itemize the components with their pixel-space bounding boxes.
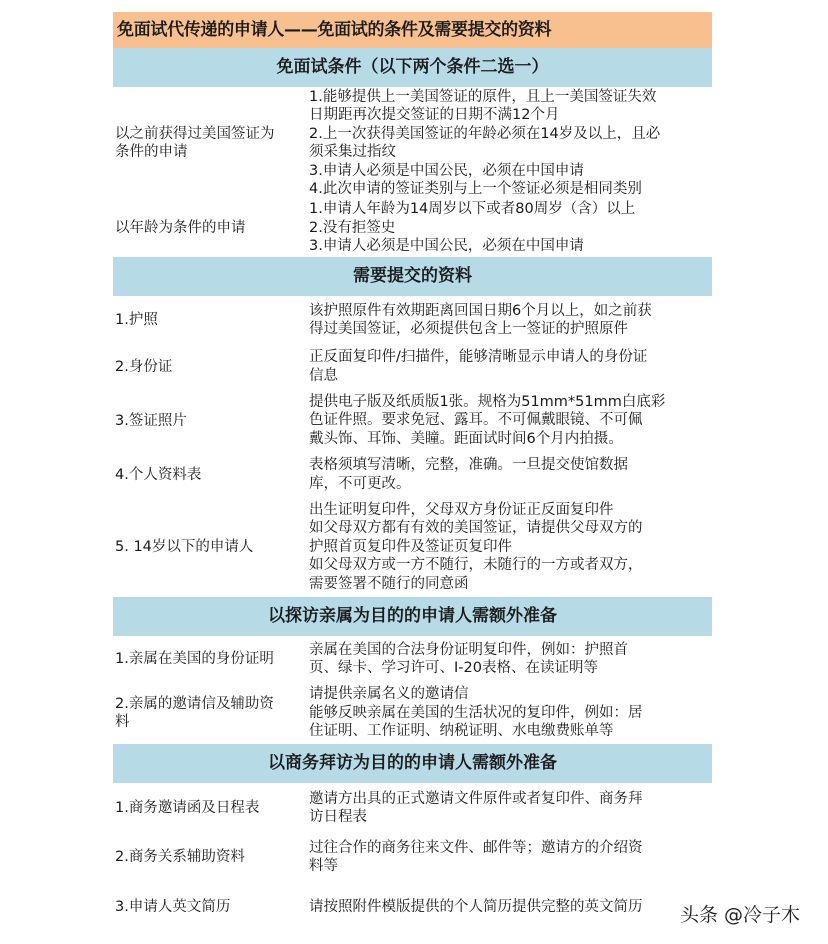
value-line: 页、绿卡、学习许可、I-20表格、在读证明等 <box>309 660 598 676</box>
value-line: 戴头饰、耳饰、美瞳。距面试时间6个月内拍摄。 <box>309 430 623 447</box>
value-line: 日期距再次提交签证的日期不满12个月 <box>309 107 560 123</box>
value-line: 表格须填写清晰，完整，准确。一旦提交使馆数据 <box>309 457 628 473</box>
label-line: 5. 14岁以下的申请人 <box>115 539 254 555</box>
value-line: 住证明、工作证明、纳税证明、水电缴费账单等 <box>309 723 614 740</box>
value-line: 请按照附件模版提供的个人简历提供完整的英文简历 <box>309 898 643 915</box>
row-label <box>113 219 309 237</box>
table-row <box>113 344 712 389</box>
table-row <box>113 389 712 452</box>
label-line: 3.申请人英文简历 <box>115 899 231 915</box>
row-value <box>309 501 712 594</box>
value-line: 亲属在美国的合法身份证明复印件，例如：护照首 <box>309 641 628 658</box>
value-line: 须采集过指纹 <box>309 144 396 160</box>
table-row <box>113 87 712 199</box>
value-line: 3.申请人必须是中国公民，必须在中国申请 <box>309 238 584 255</box>
table-row <box>113 833 712 881</box>
label-line: 以之前获得过美国签证为 <box>115 126 275 142</box>
label-line: 2.身份证 <box>115 358 173 375</box>
label-line: 料 <box>115 714 130 730</box>
label-line: 4.个人资料表 <box>115 466 202 483</box>
value-line: 能够反映亲属在美国的生活状况的复印件，例如：居 <box>309 704 643 721</box>
value-line: 色证件照。要求免冠、露耳。不可佩戴眼镜、不可佩 <box>309 412 643 429</box>
value-line: 4.此次申请的签证类别与上一个签证必须是相同类别 <box>309 181 642 197</box>
value-line: 如父母双方都有有效的美国签证，请提供父母双方的 <box>309 520 643 537</box>
row-label <box>113 650 309 668</box>
value-line: 提供电子版及纸质版1张。规格为51mm*51mm白底彩 <box>309 393 666 410</box>
row-label <box>113 358 309 376</box>
value-line: 出生证明复印件，父母双方身份证正反面复印件 <box>309 501 614 518</box>
row-label <box>113 538 309 556</box>
row-label <box>113 466 309 484</box>
table-title: 免面试代传递的申请人——免面试的条件及需要提交的资料 <box>113 12 712 48</box>
value-line: 1.申请人年龄为14周岁以下或者80周岁（含）以上 <box>309 201 636 218</box>
label-line: 1.护照 <box>115 312 158 328</box>
value-line: 正反面复印件/扫描件，能够清晰显示申请人的身份证 <box>309 349 648 365</box>
value-line: 需要签署不随行的同意函 <box>309 575 469 592</box>
label-line: 以年龄为条件的申请 <box>115 220 246 236</box>
row-value <box>309 200 712 256</box>
row-label <box>113 311 309 329</box>
table-row <box>113 783 712 833</box>
value-line: 如父母双方或一方不随行，未随行的一方或者双方， <box>309 557 643 574</box>
value-line: 得过美国签证，必须提供包含上一签证的护照原件 <box>309 321 628 337</box>
section-heading-business-visit: 以商务拜访为目的的申请人需额外准备 <box>113 744 712 783</box>
label-line: 条件的申请 <box>115 144 188 160</box>
row-label <box>113 799 309 817</box>
label-line: 1.商务邀请函及日程表 <box>115 800 260 816</box>
table-row <box>113 452 712 497</box>
value-line: 访日程表 <box>309 809 367 825</box>
value-line: 过往合作的商务往来文件、邮件等；邀请方的介绍资 <box>309 839 643 856</box>
value-line: 请提供亲属名义的邀请信 <box>309 686 469 703</box>
row-label <box>113 412 309 430</box>
value-line: 料等 <box>309 858 338 874</box>
value-line: 3.申请人必须是中国公民，必须在中国申请 <box>309 162 584 179</box>
row-value <box>309 685 712 741</box>
row-value <box>309 898 712 917</box>
label-line: 2.亲属的邀请信及辅助资 <box>115 696 274 712</box>
value-line: 邀请方出具的正式邀请文件原件或者复印件、商务拜 <box>309 790 643 807</box>
row-label <box>113 898 309 916</box>
row-value <box>309 790 712 827</box>
row-value <box>309 348 712 385</box>
value-line: 1.能够提供上一美国签证的原件，且上一美国签证失效 <box>309 88 657 105</box>
section-heading-family-visit: 以探访亲属为目的的申请人需额外准备 <box>113 597 712 636</box>
row-value <box>309 302 712 339</box>
row-value <box>309 88 712 199</box>
watermark: 头条 @冷子木 <box>680 904 801 926</box>
value-line: 该护照原件有效期距离回国日期6个月以上，如之前获 <box>309 302 652 319</box>
row-value <box>309 456 712 493</box>
table-row <box>113 636 712 682</box>
label-line: 1.亲属在美国的身份证明 <box>115 651 274 667</box>
value-line: 信息 <box>309 367 338 384</box>
row-label <box>113 695 309 731</box>
row-label <box>113 848 309 866</box>
value-line: 2.没有拒签史 <box>309 219 396 236</box>
table-row <box>113 497 712 597</box>
row-label <box>113 125 309 161</box>
section-heading-required-documents: 需要提交的资料 <box>113 257 712 296</box>
row-value <box>309 393 712 449</box>
visa-requirements-table <box>113 12 712 933</box>
value-line: 护照首页复印件及签证页复印件 <box>309 538 512 555</box>
section-heading-exemption-conditions: 免面试条件（以下两个条件二选一） <box>113 48 712 87</box>
row-value <box>309 839 712 876</box>
table-row <box>113 296 712 344</box>
label-line: 3.签证照片 <box>115 412 187 429</box>
row-value <box>309 641 712 678</box>
table-row <box>113 682 712 744</box>
label-line: 2.商务关系辅助资料 <box>115 849 245 865</box>
table-row <box>113 881 712 933</box>
value-line: 库，不可更改。 <box>309 475 411 492</box>
table-row <box>113 199 712 257</box>
value-line: 2.上一次获得美国签证的年龄必须在14岁及以上，且必 <box>309 125 661 142</box>
